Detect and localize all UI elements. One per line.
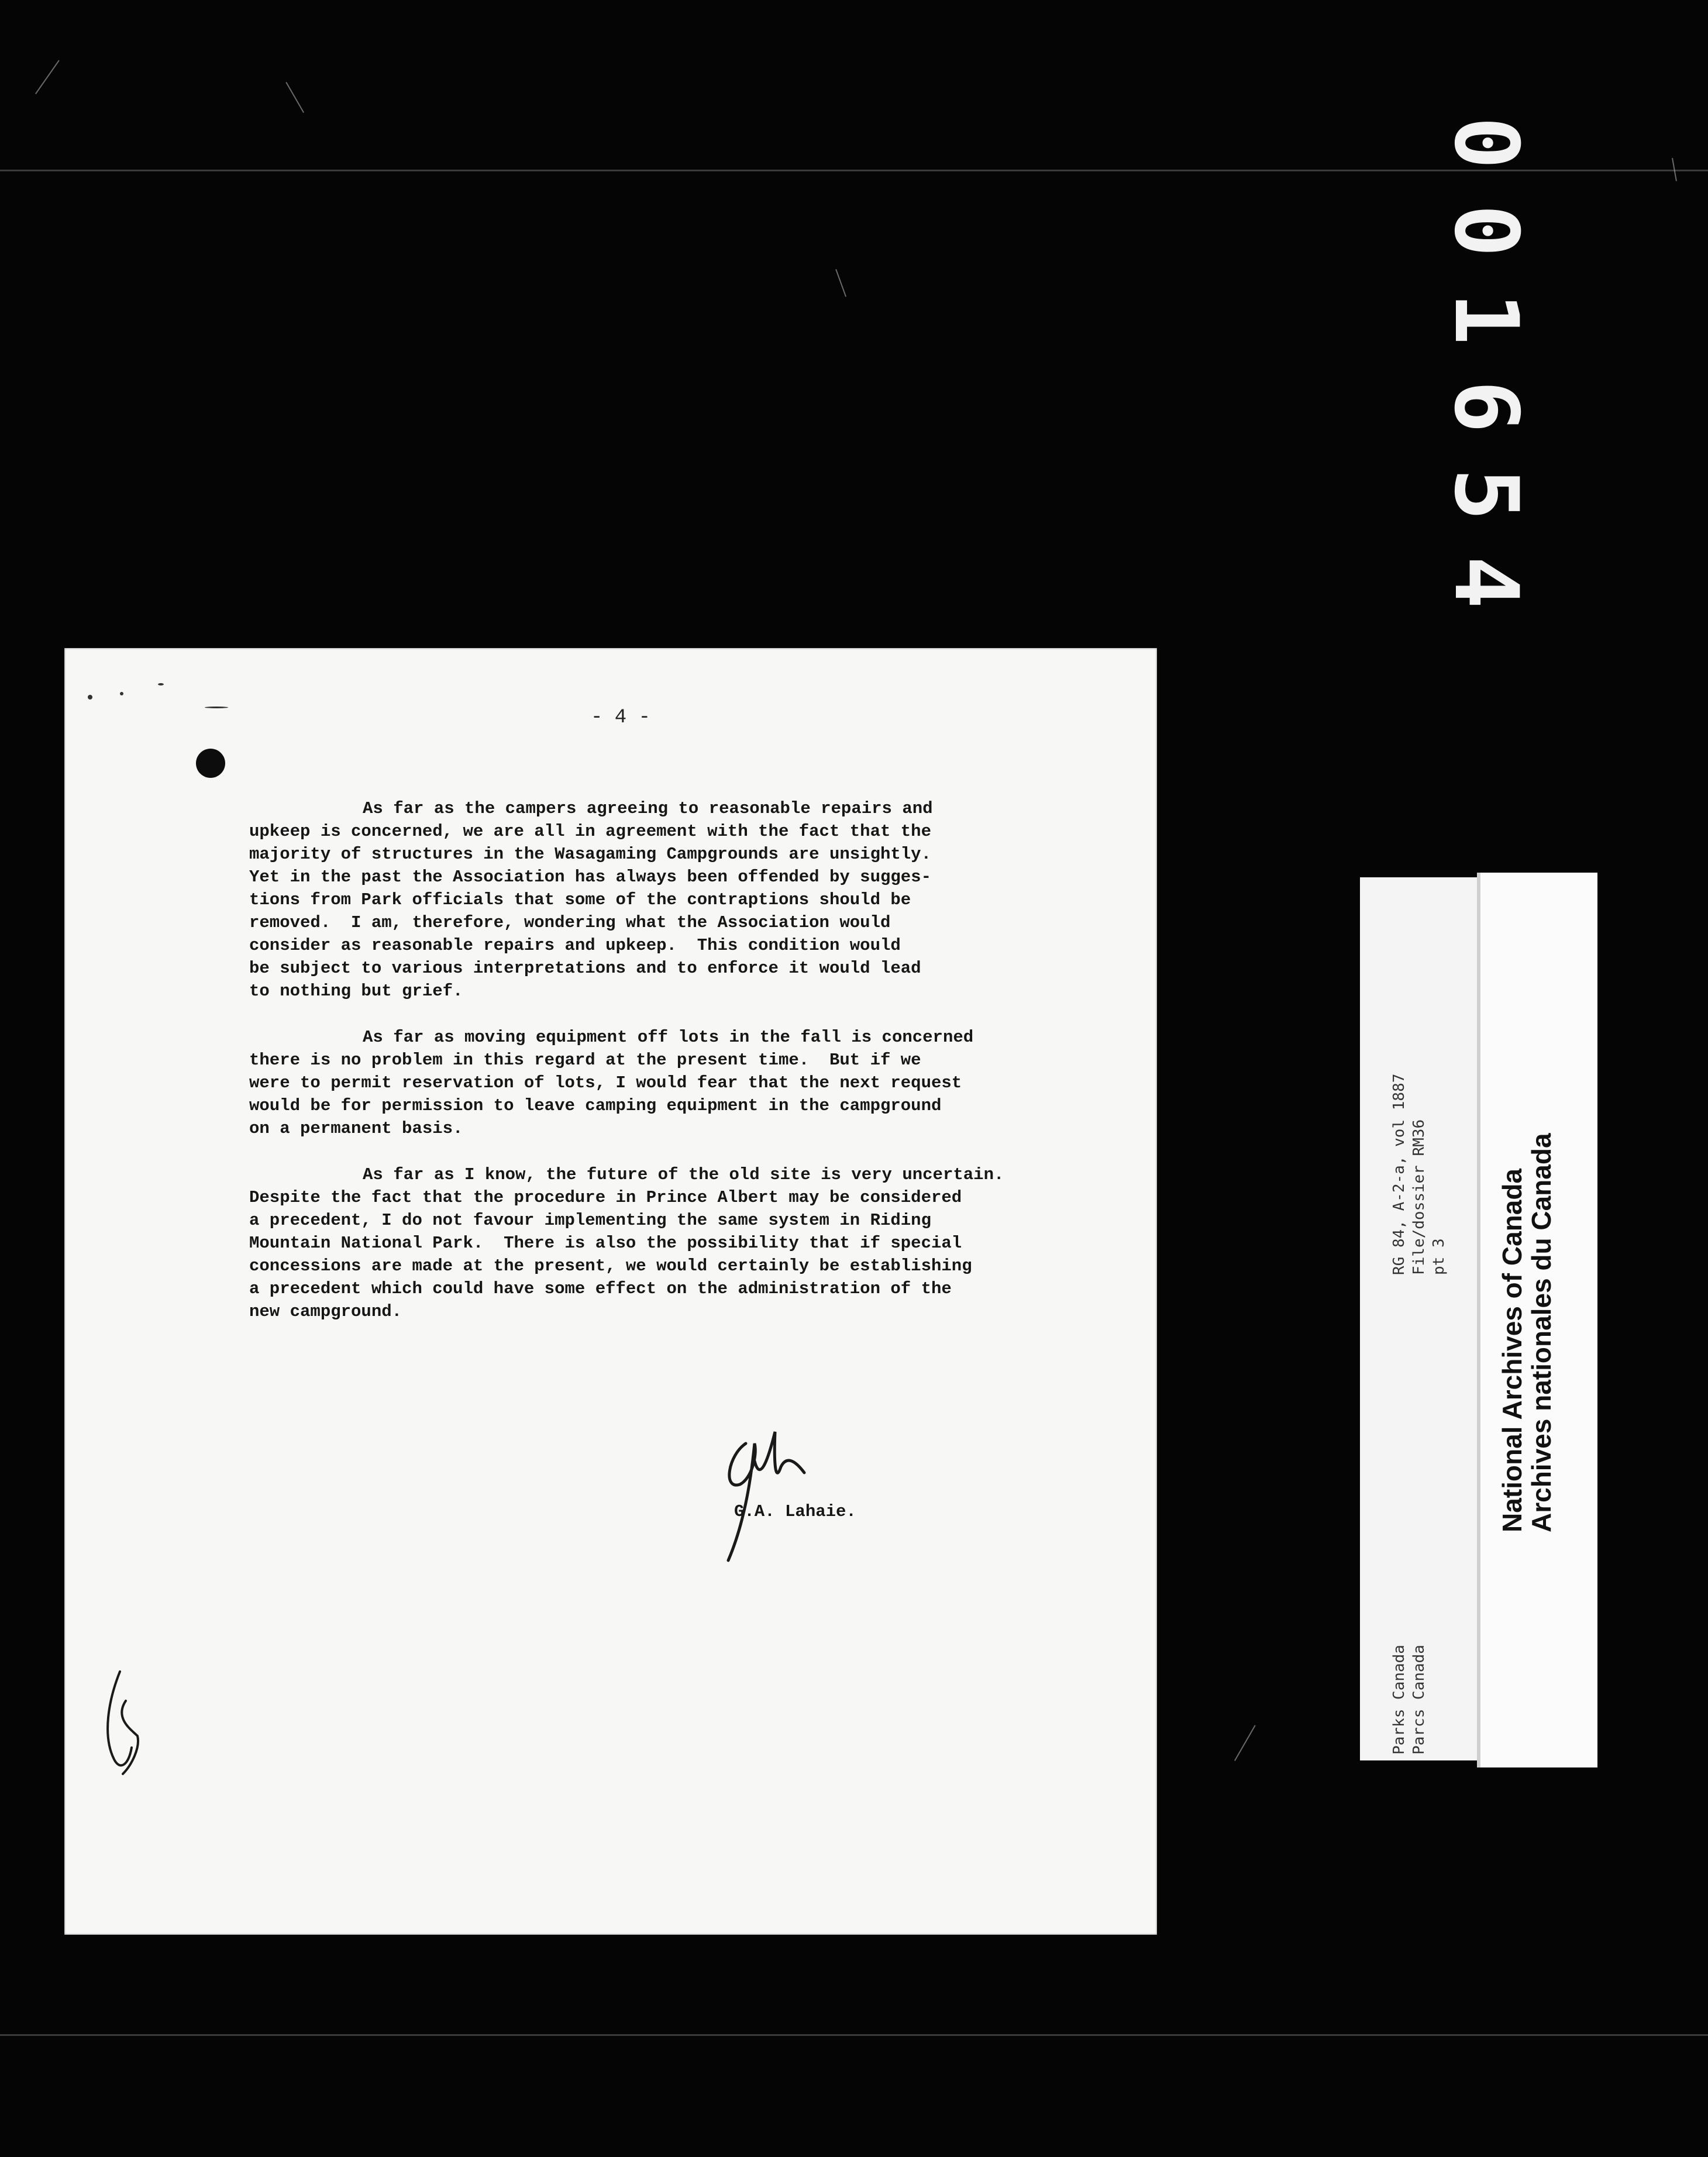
ink-speck	[205, 707, 228, 708]
paragraph-old-site	[249, 1163, 1138, 1323]
parks-canada-reference	[1389, 866, 1449, 1275]
national-archives-en: National Archives of Canada	[1497, 1168, 1527, 1532]
film-scratch	[35, 60, 60, 94]
handwritten-signature	[705, 1420, 810, 1572]
page-number: - 4 -	[591, 707, 651, 729]
paragraph-equipment	[249, 1026, 1138, 1140]
paragraph-text: As far as moving equipment off lots in the fall is concerned there is no problem in this regard at the present time. But if we were to permit reservation of lots, I would fear that the next request would be for permission to leave camping equipment in the campground on a permanent basis.	[249, 1028, 974, 1138]
ink-speck	[120, 692, 123, 695]
paragraph-repairs	[249, 797, 1138, 1002]
reference-line-1: RG 84, A-2-a, vol 1887	[1390, 1073, 1408, 1275]
parks-canada-fr: Parcs Canada	[1410, 1645, 1428, 1755]
reference-line-2: File/dossier RM36	[1410, 1119, 1428, 1275]
handwritten-initials	[97, 1666, 149, 1777]
signer-name: G.A. Lahaie.	[734, 1502, 856, 1521]
punch-hole	[196, 749, 225, 778]
frame-number-text: 001654	[1435, 116, 1537, 644]
film-scratch	[285, 82, 304, 113]
ink-speck	[158, 683, 164, 685]
ink-speck	[88, 695, 92, 700]
reference-line-3: pt 3	[1430, 1238, 1448, 1275]
film-scratch	[835, 269, 846, 297]
paragraph-text: As far as the campers agreeing to reasonable repairs and upkeep is concerned, we are all in agreement with the fact that the majority of structures in the Wasagaming Campgrounds are unsightly. Yet in the past the Association has always been offended by sugges- tions from Park officials that some of the contraptions should be removed. I am, therefore, wondering what the Association would consider as reasonable repairs and upkeep. This condition would be subject to various interpretations and to enforce it would lead to nothing but grief.	[249, 799, 933, 1001]
film-frame-number	[1427, 88, 1544, 673]
national-archives-fr: Archives nationales du Canada	[1526, 1133, 1557, 1532]
parks-canada-en: Parks Canada	[1390, 1645, 1408, 1755]
letter-body	[249, 797, 1138, 1346]
film-scratch	[1234, 1725, 1256, 1761]
national-archives-label-text	[1497, 1064, 1556, 1532]
document-page	[64, 648, 1157, 1935]
paragraph-text: As far as I know, the future of the old site is very uncertain. Despite the fact that the procedure in Prince Albert may be considered a precedent, I do not favour implementing the same system in Riding Mountain National Park. There is also the possibility that if special concessions are made at the present, we would certainly be establishing a precedent which could have some effect on the administration of the new campground.	[249, 1165, 1004, 1321]
film-frame-edge-bottom	[0, 2034, 1708, 2036]
